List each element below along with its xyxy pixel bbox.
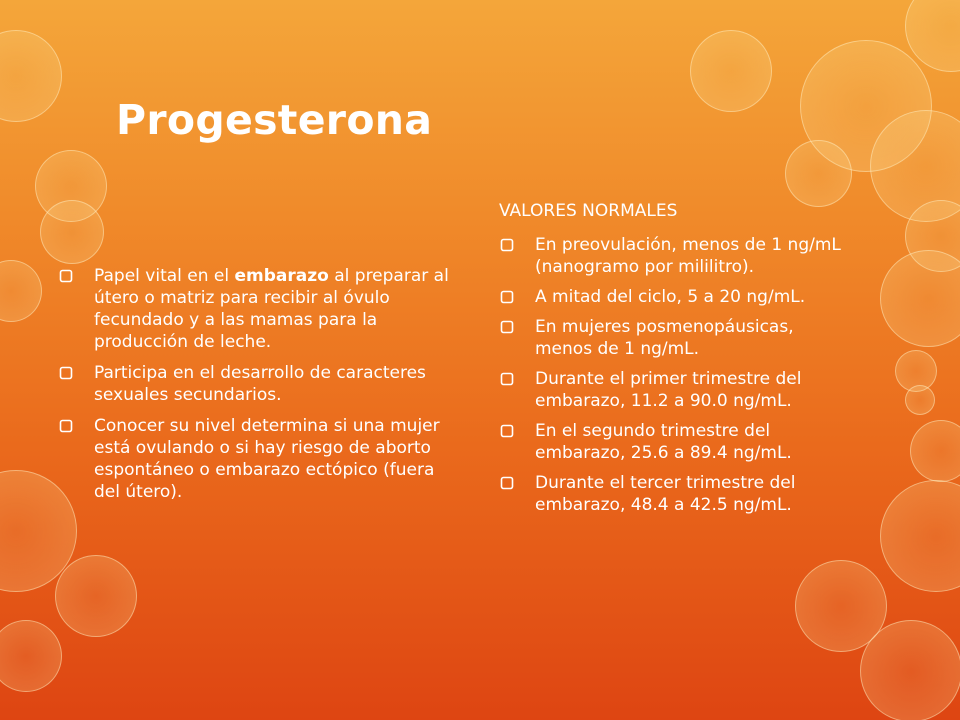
bokeh-circle [905, 385, 935, 415]
bokeh-circle [880, 250, 960, 347]
item-text-post: al preparar al útero o matriz para recibir al óvulo fecundado y a las mamas para la producción de leche. [94, 266, 449, 352]
hollow-square-bullet-icon [499, 316, 515, 338]
item-text: Durante el primer trimestre del embarazo, 11.2 a 90.0 ng/mL. [535, 369, 802, 411]
bokeh-circle [40, 200, 104, 264]
bokeh-circle [0, 620, 62, 692]
list-item [499, 420, 849, 464]
item-text-pre: Papel vital en el [94, 266, 235, 286]
list-item [58, 415, 463, 503]
bokeh-circle [0, 260, 42, 322]
list-item [58, 265, 463, 353]
bokeh-circle [910, 420, 960, 482]
list-item [499, 286, 849, 308]
item-text: Durante el tercer trimestre del embarazo, 48.4 a 42.5 ng/mL. [535, 473, 796, 515]
item-text: En preovulación, menos de 1 ng/mL (nanogramo por mililitro). [535, 235, 841, 277]
bokeh-circle [785, 140, 852, 207]
hollow-square-bullet-icon [499, 420, 515, 442]
list-item [499, 472, 849, 516]
list-item [499, 316, 849, 360]
hollow-square-bullet-icon [58, 362, 74, 384]
item-text: En el segundo trimestre del embarazo, 25.6 a 89.4 ng/mL. [535, 421, 792, 463]
hollow-square-bullet-icon [499, 234, 515, 256]
bokeh-circle [880, 480, 960, 592]
item-text: A mitad del ciclo, 5 a 20 ng/mL. [535, 287, 806, 307]
bokeh-circle [860, 620, 960, 720]
bokeh-circle [690, 30, 772, 112]
item-text: Conocer su nivel determina si una mujer está ovulando o si hay riesgo de aborto espontáneo o embarazo ectópico (fuera del útero). [94, 416, 440, 502]
list-item [499, 234, 849, 278]
item-text: Participa en el desarrollo de caracteres sexuales secundarios. [94, 363, 426, 405]
column-heading: VALORES NORMALES [499, 201, 678, 221]
item-text-bold: embarazo [234, 266, 329, 286]
right-bullet-list [499, 234, 849, 516]
hollow-square-bullet-icon [499, 368, 515, 390]
list-item [499, 368, 849, 412]
hollow-square-bullet-icon [499, 286, 515, 308]
bokeh-circle [55, 555, 137, 637]
hollow-square-bullet-icon [58, 415, 74, 437]
item-text: En mujeres posmenopáusicas, menos de 1 ng/mL. [535, 317, 794, 359]
hollow-square-bullet-icon [58, 265, 74, 287]
list-item [58, 362, 463, 406]
bokeh-circle [0, 30, 62, 122]
hollow-square-bullet-icon [499, 472, 515, 494]
slide-title: Progesterona [116, 96, 433, 144]
normal-values-column [499, 200, 849, 524]
left-bullet-list [58, 265, 463, 512]
